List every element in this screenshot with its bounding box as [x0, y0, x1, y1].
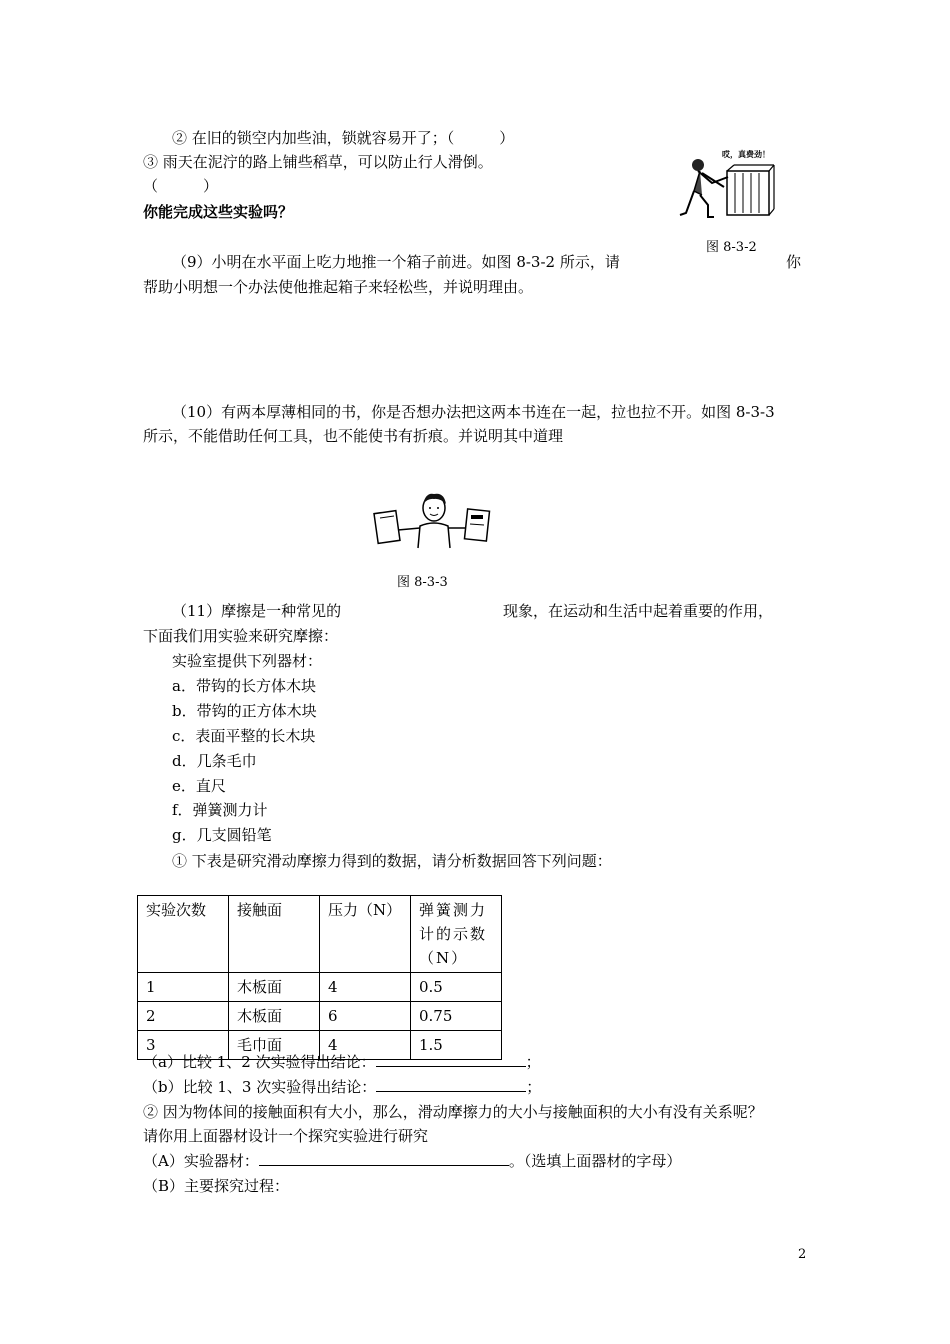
table-row [138, 1002, 502, 1031]
table-cell: 毛巾面 [229, 1031, 320, 1060]
figure-8-3-2 [672, 143, 782, 223]
question-9-line-1-end: 你 [786, 253, 802, 271]
equipment-item: g．几支圆铅笔 [172, 826, 272, 844]
table-cell: 木板面 [229, 973, 320, 1002]
figure-8-3-3 [368, 490, 498, 550]
question-10-line-1: （10）有两本厚薄相同的书，你是否想办法把这两本书连在一起，拉也拉不开。如图 8-3-3 [172, 403, 775, 421]
header-cell: 弹簧测力计的示数（N） [411, 896, 502, 973]
fig2-speech-text: 哎，真费劲！ [722, 150, 770, 159]
answer-blank-b[interactable] [376, 1077, 526, 1092]
table-cell: 木板面 [229, 1002, 320, 1031]
question-line-2: ③ 雨天在泥泞的路上铺些稻草，可以防止行人滑倒。 [143, 153, 493, 171]
table-cell: 0.5 [411, 973, 502, 1002]
answer-blank-a[interactable] [376, 1052, 526, 1067]
question-2-line-1: ② 因为物体间的接触面积有大小，那么，滑动摩擦力的大小与接触面积的大小有没有关系呢？ [143, 1103, 763, 1121]
header-cell: 接触面 [229, 896, 320, 973]
question-9-line-1: （9）小明在水平面上吃力地推一个箱子前进。如图 8-3-2 所示，请 [172, 253, 620, 271]
figure-8-3-2-caption: 图 8-3-2 [706, 240, 757, 255]
question-a-text: （a）比较 1、2 次实验得出结论： [143, 1053, 376, 1071]
semicolon: ； [525, 1053, 541, 1071]
table-row [138, 973, 502, 1002]
table-cell: 4 [320, 1031, 411, 1060]
table-cell: 1.5 [411, 1031, 502, 1060]
equipment-item: c．表面平整的长木块 [172, 727, 316, 745]
question-b [143, 1077, 541, 1097]
page-number: 2 [798, 1247, 807, 1262]
question-11-line-2: 下面我们用实验来研究摩擦： [143, 627, 339, 645]
question-B: （B）主要探究过程： [143, 1177, 290, 1195]
question-A [143, 1151, 681, 1171]
question-11-line-1-end: 现象，在运动和生活中起着重要的作用， [503, 602, 774, 620]
equipment-item: f．弹簧测力计 [172, 801, 268, 819]
question-A-text: （A）实验器材： [143, 1152, 259, 1170]
table-cell: 0.75 [411, 1002, 502, 1031]
answer-paren: （ ） [143, 177, 219, 195]
question-b-text: （b）比较 1、3 次实验得出结论： [143, 1078, 377, 1096]
semicolon: ； [526, 1078, 542, 1096]
question-11-line-1: （11）摩擦是一种常见的 [172, 602, 342, 620]
lab-intro: 实验室提供下列器材： [172, 652, 323, 670]
equipment-item: a．带钩的长方体木块 [172, 677, 316, 695]
table-cell: 4 [320, 973, 411, 1002]
answer-blank-A[interactable] [259, 1151, 509, 1166]
table-intro: ① 下表是研究滑动摩擦力得到的数据，请分析数据回答下列问题： [172, 852, 612, 870]
figure-8-3-3-caption: 图 8-3-3 [397, 575, 448, 590]
question-10-line-2: 所示，不能借助任何工具，也不能使书有折痕。并说明其中道理 [143, 427, 564, 445]
equipment-item: d．几条毛巾 [172, 752, 257, 770]
table-cell: 1 [138, 973, 229, 1002]
table-header-row [138, 896, 502, 973]
section-heading: 你能完成这些实验吗？ [143, 203, 294, 221]
equipment-item: b．带钩的正方体木块 [172, 702, 317, 720]
header-cell: 压力（N） [320, 896, 411, 973]
friction-data-table [137, 895, 502, 1060]
question-A-end: 。（选填上面器材的字母） [508, 1152, 682, 1170]
equipment-item: e．直尺 [172, 777, 226, 795]
table-cell: 2 [138, 1002, 229, 1031]
question-line-1: ② 在旧的锁空内加些油，锁就容易开了；（ ） [172, 129, 515, 147]
question-a [143, 1052, 541, 1072]
table-cell: 3 [138, 1031, 229, 1060]
question-2-line-2: 请你用上面器材设计一个探究实验进行研究 [143, 1127, 429, 1145]
header-cell: 实验次数 [138, 896, 229, 973]
question-9-line-2: 帮助小明想一个办法使他推起箱子来轻松些，并说明理由。 [143, 278, 534, 296]
table-cell: 6 [320, 1002, 411, 1031]
